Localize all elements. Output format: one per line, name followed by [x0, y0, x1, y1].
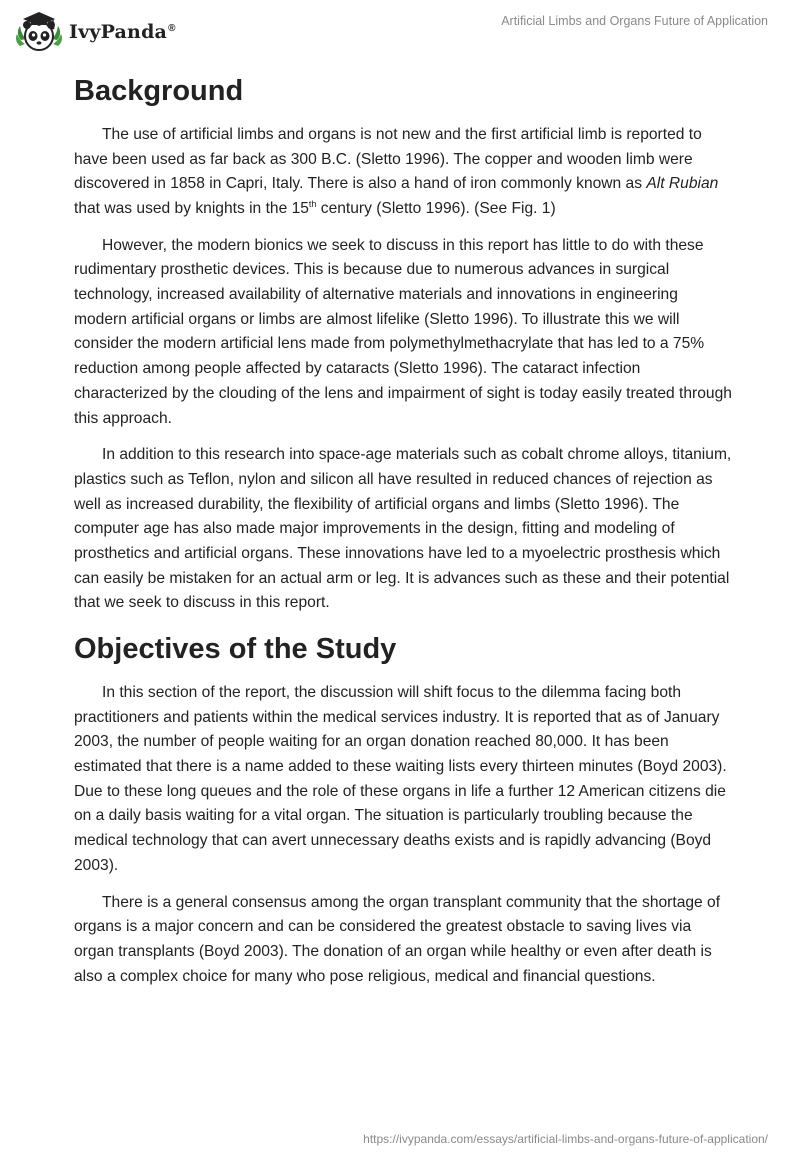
ivypanda-logo[interactable]: [15, 9, 176, 55]
paragraph: However, the modern bionics we seek to discuss in this report has little to do with these rudimentary prosthetic devices. This is because due to numerous advances in surgical technology, increased availability of alternative materials and innovations in engineering modern artificial organs or limbs are almost lifelike (Sletto 1996). To illustrate this we will consider the modern artificial lens made from polymethylmethacrylate that has led to a 75% reduction among people affected by cataracts (Sletto 1996). The cataract infection characterized by the clouding of the lens and impairment of sight is today easily treated through this approach.: [74, 236, 732, 427]
paragraph: In addition to this research into space-age materials such as cobalt chrome alloys, titanium, plastics such as Teflon, nylon and silicon all have resulted in reduced chances of rejection as well as increased durability, the flexibility of artificial organs and limbs (Sletto 1996). The computer age has also made major improvements in the design, fitting and modeling of prosthetics and artificial organs. These innovations have led to a myoelectric prosthesis which can easily be mistaken for an actual arm or leg. It is advances such as these and their potential that we seek to discuss in this report.: [74, 446, 732, 612]
section-heading-objectives: Objectives of the Study: [74, 633, 397, 666]
brand-name: IvyPanda®: [69, 21, 176, 43]
document-title: Artificial Limbs and Organs Future of Application: [501, 14, 768, 28]
superscript: th: [308, 198, 317, 209]
essay-body: [74, 70, 734, 989]
paragraph: The use of artificial limbs and organs is not new and the first artificial limb is reported to have been used as far back as 300 B.C. (Sletto 1996). The copper and wooden limb were discovered in 1858 in Capri, Italy. There is also a hand of iron commonly known as Alt Rubian that was used by knights in the 15th century (Sletto 1996). (See Fig. 1): [74, 125, 719, 217]
registered-mark: ®: [168, 22, 176, 34]
section-heading-background: Background: [74, 75, 244, 107]
emphasis-term: Alt Rubian: [646, 175, 719, 193]
paragraph: There is a general consensus among the organ transplant community that the shortage of organs is a major concern and can be considered the greatest obstacle to saving lives via organ transplants (Boyd 2003). The donation of an organ while healthy or even after death is also a complex choice for many who pose religious, medical and financial questions.: [74, 893, 721, 985]
source-url[interactable]: https://ivypanda.com/essays/artificial-limbs-and-organs-future-of-application/: [363, 1132, 768, 1146]
page-header: [0, 0, 800, 60]
panda-graduate-icon: [15, 10, 63, 54]
paragraph: In this section of the report, the discussion will shift focus to the dilemma facing both practitioners and patients within the medical services industry. It is reported that as of January 2003, the number of people waiting for an organ donation reached 80,000. It has been estimated that there is a name added to these waiting lists every thirteen minutes (Boyd 2003). Due to these long queues and the role of these organs in life a further 12 American citizens die on a daily basis waiting for a vital organ. The situation is particularly troubling because the medical technology that can avert unnecessary deaths exists and is rapidly advancing (Boyd 2003).: [74, 683, 727, 874]
